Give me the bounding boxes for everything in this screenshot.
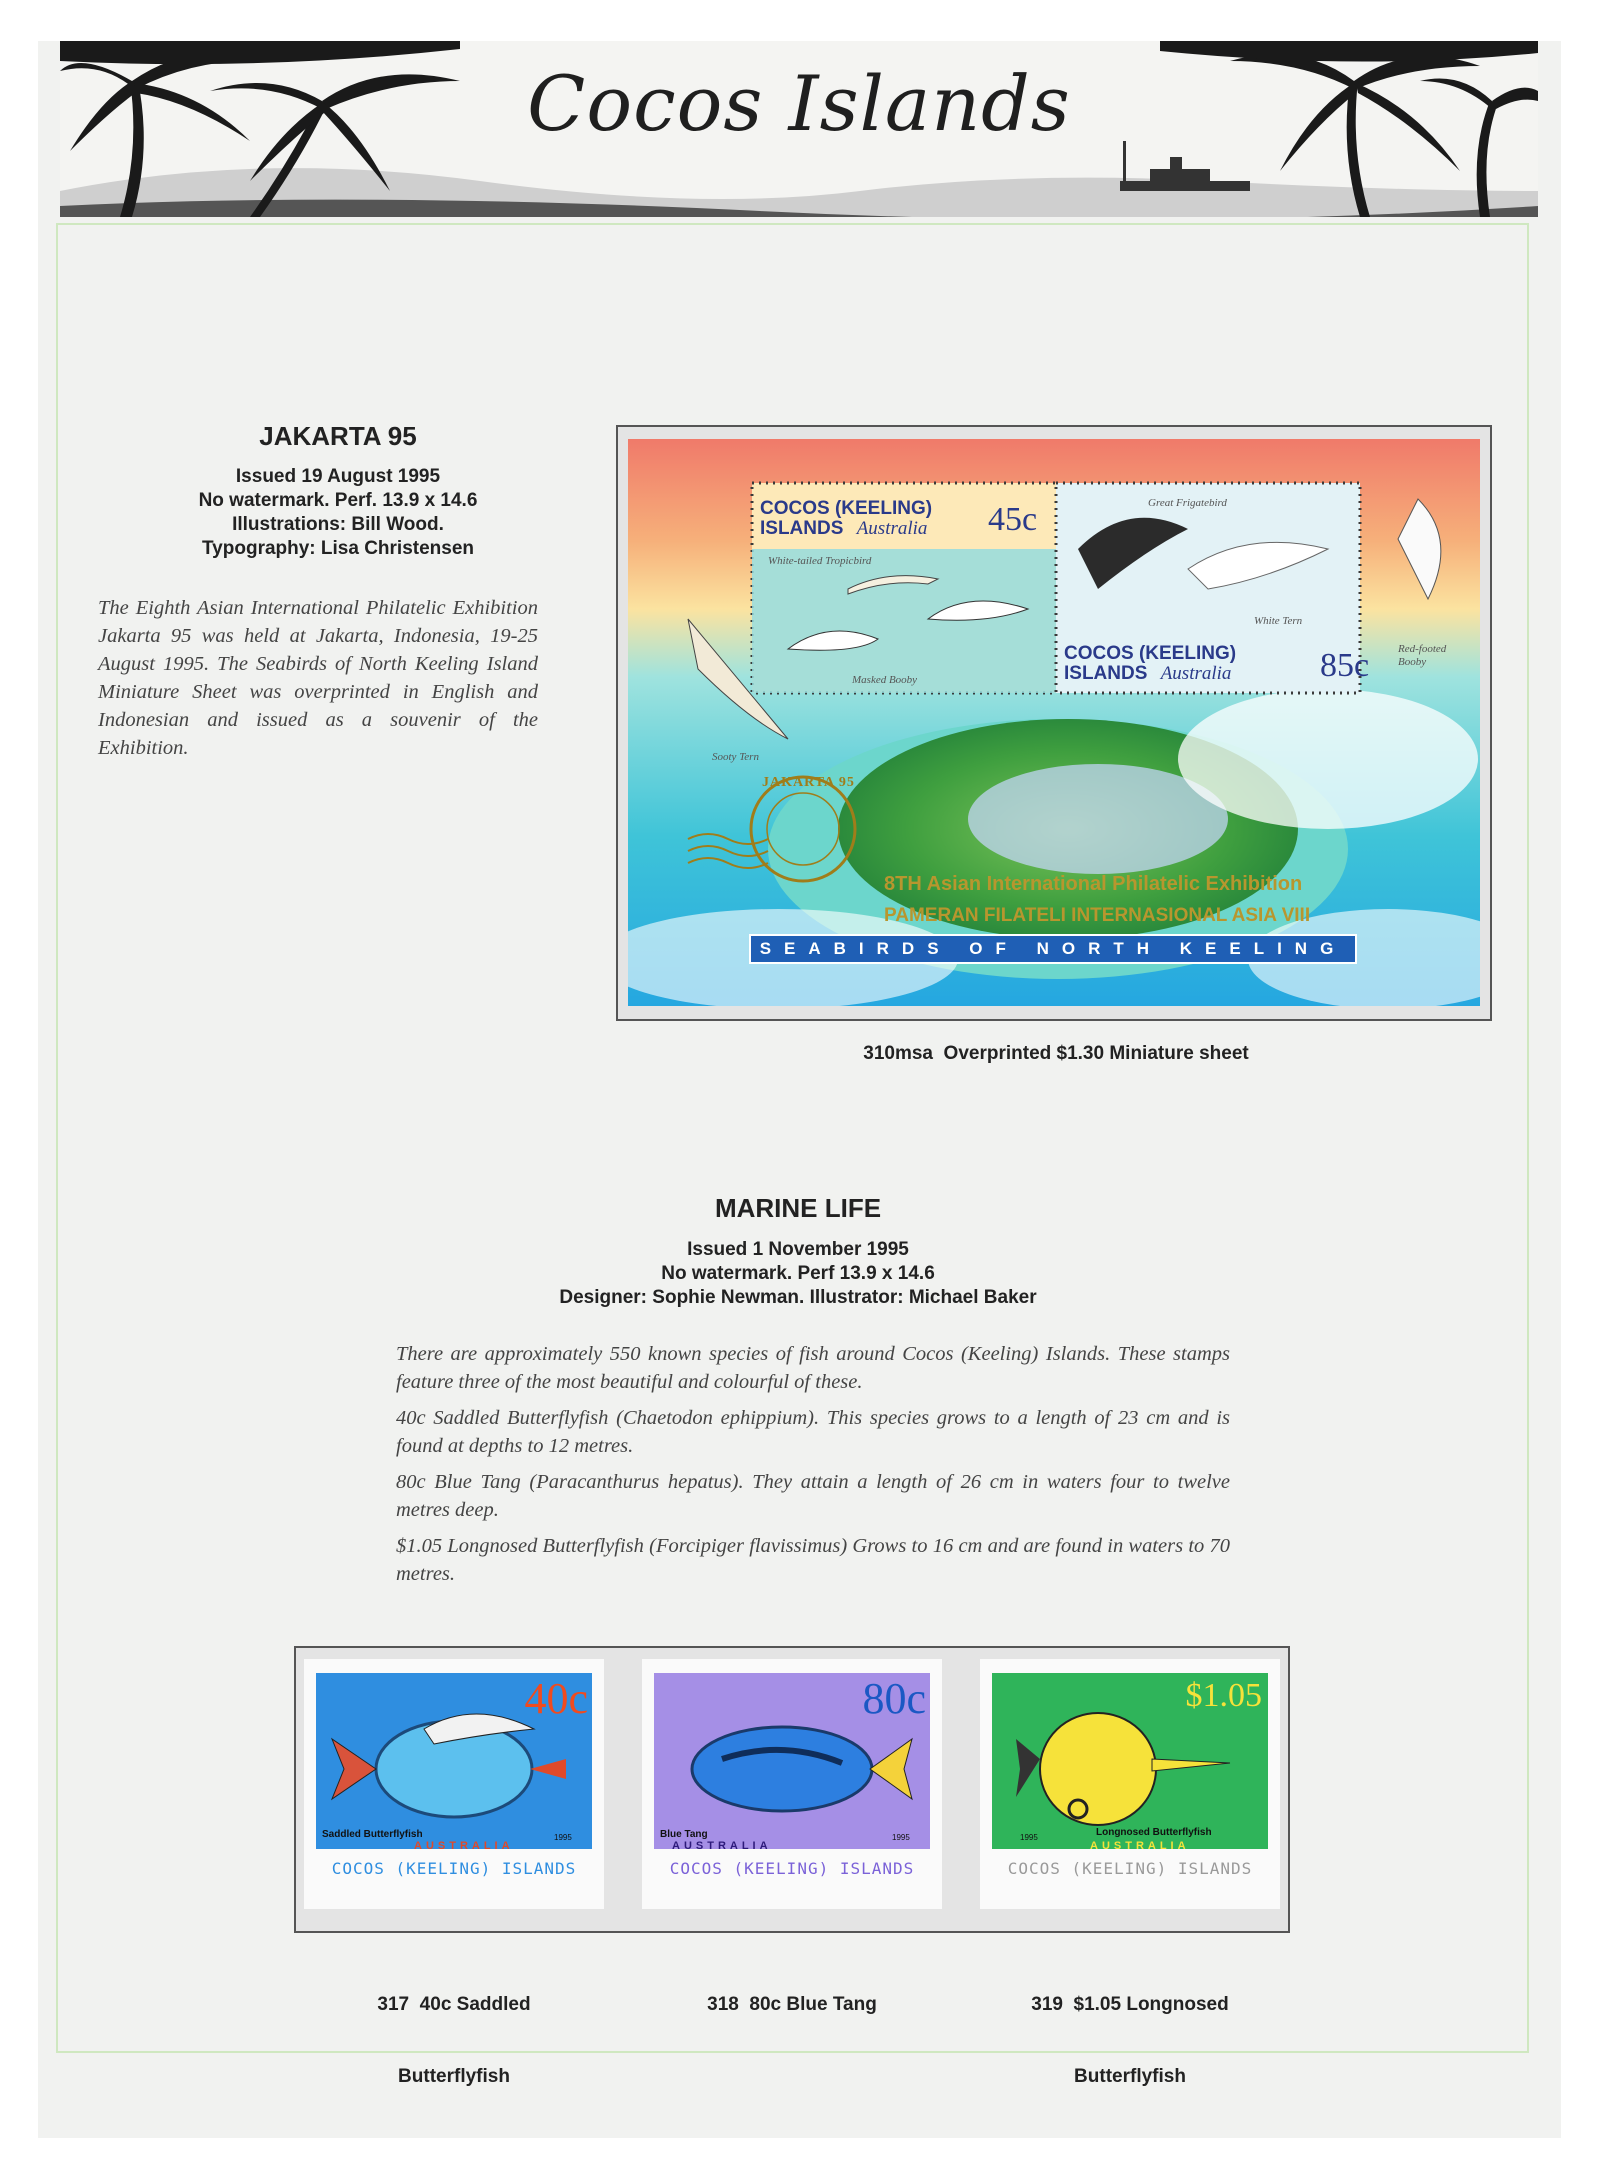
stamp-80c-country: AUSTRALIA [672,1840,772,1852]
stamp2-country-line1: COCOS (KEELING) [1064,643,1237,664]
stamp-105 [980,1659,1280,1909]
jakarta-description-text: The Eighth Asian International Philatelic Exhibition Jakarta 95 was held at Jakarta, Indonesia, 19-25 August 1995. The Seabirds of North Keeling Island Miniature Sheet was overprinted in English and Indonesian and issued as a souvenir of the Exhibition. [98,597,538,759]
overprint-english: 8TH Asian International Philatelic Exhibition [884,873,1303,895]
jakarta-meta-line: Typography: Lisa Christensen [201,538,475,559]
stamp-105-islands: COCOS (KEELING) ISLANDS [1007,1859,1253,1878]
stamp-80c [642,1659,942,1909]
overprint-indonesian: PAMERAN FILATELI INTERNASIONAL ASIA VIII [884,905,1311,926]
jakarta-description [98,594,538,770]
stamp1-value: 45c [988,501,1038,538]
marine-meta-line: Designer: Sophie Newman. Illustrator: Michael Baker [559,1287,1037,1308]
stamp2-bird-label: Great Frigatebird [1148,497,1227,509]
marine-meta [498,1238,1098,1310]
caption-line: 319 $1.05 Longnosed [1031,1994,1229,2015]
marine-title: MARINE LIFE [714,1193,882,1223]
header-banner [60,41,1538,217]
jakarta-meta-line: Illustrations: Bill Wood. [232,514,444,535]
stamp-40c-year: 1995 [554,1833,572,1842]
stamp-80c-year: 1995 [892,1833,910,1842]
stamp2-bird2-label: White Tern [1254,615,1303,627]
marine-paragraph: 80c Blue Tang (Paracanthurus hepatus). They attain a length of 26 cm in waters four to twelve metres deep. [396,1471,1230,1521]
stamp-40c-value: 40c [524,1674,588,1723]
page-title: Cocos Islands [527,59,1071,148]
stamp-40c-caption [304,1945,604,2137]
marine-paragraph: There are approximately 550 known species of fish around Cocos (Keeling) Islands. These stamps feature three of the most beautiful and colourful of these. [396,1343,1230,1393]
stamp2-country [1064,644,1236,684]
stamp-40c-name: Saddled Butterflyfish [322,1829,423,1840]
marine-paragraph: 40c Saddled Butterflyfish (Chaetodon ephippium). This species grows to a length of 23 cm and is found at depths to 12 metres. [396,1407,1230,1457]
redfoot-booby-label: Red-footed Booby [1398,643,1447,668]
stamp-40c-country: AUSTRALIA [414,1840,514,1852]
stamp-80c-value: 80c [862,1674,926,1723]
jakarta-logo-text: JAKARTA 95 [762,775,855,790]
jakarta-title: JAKARTA 95 [259,421,417,451]
stamp1-bird-label: White-tailed Tropicbird [768,555,872,567]
marine-description [396,1340,1230,1596]
jakarta-meta-line: No watermark. Perf. 13.9 x 14.6 [198,490,478,511]
miniature-sheet [628,439,1480,1006]
stamp1-country-line2: ISLANDS [760,518,844,539]
stamp1-country [760,499,932,539]
marine-meta-line: Issued 1 November 1995 [687,1239,909,1260]
stamp-105-value: $1.05 [1185,1677,1262,1714]
caption-line: Butterflyfish [398,2066,510,2087]
caption-line: 317 40c Saddled [377,1994,531,2015]
jakarta-meta-line: Issued 19 August 1995 [235,466,441,487]
stamp1-australia: Australia [856,518,928,539]
stamp1-bird2-label: Masked Booby [852,674,918,686]
stamp-105-country: AUSTRALIA [1090,1840,1190,1852]
caption-line: Butterflyfish [1074,2066,1186,2087]
stamp-105-caption [980,1945,1280,2137]
sooty-tern-label: Sooty Tern [712,751,759,763]
stamp-80c-caption [642,1945,942,2065]
miniature-sheet-caption: 310msa Overprinted $1.30 Miniature sheet [863,1043,1249,1064]
jakarta-meta [118,465,558,561]
stamp2-value: 85c [1320,647,1370,684]
caption-line: 318 80c Blue Tang [707,1994,877,2015]
stamp-105-name: Longnosed Butterflyfish [1096,1827,1212,1838]
stamp-40c-islands: COCOS (KEELING) ISLANDS [331,1859,577,1878]
stamp-40c [304,1659,604,1909]
sheet-banner: SEABIRDS OF NORTH KEELING [759,939,1347,958]
stamp-105-year: 1995 [1020,1833,1038,1842]
stamp1-country-line1: COCOS (KEELING) [760,498,933,519]
marine-meta-line: No watermark. Perf 13.9 x 14.6 [661,1263,935,1284]
stamp-80c-islands: COCOS (KEELING) ISLANDS [669,1859,915,1878]
album-page [38,41,1561,2138]
stamp-80c-name: Blue Tang [660,1829,708,1840]
stamp2-country-line2: ISLANDS [1064,663,1148,684]
stamp2-australia: Australia [1160,663,1232,684]
marine-paragraph: $1.05 Longnosed Butterflyfish (Forcipiger flavissimus) Grows to 16 cm and are found in waters to 70 metres. [396,1535,1230,1585]
